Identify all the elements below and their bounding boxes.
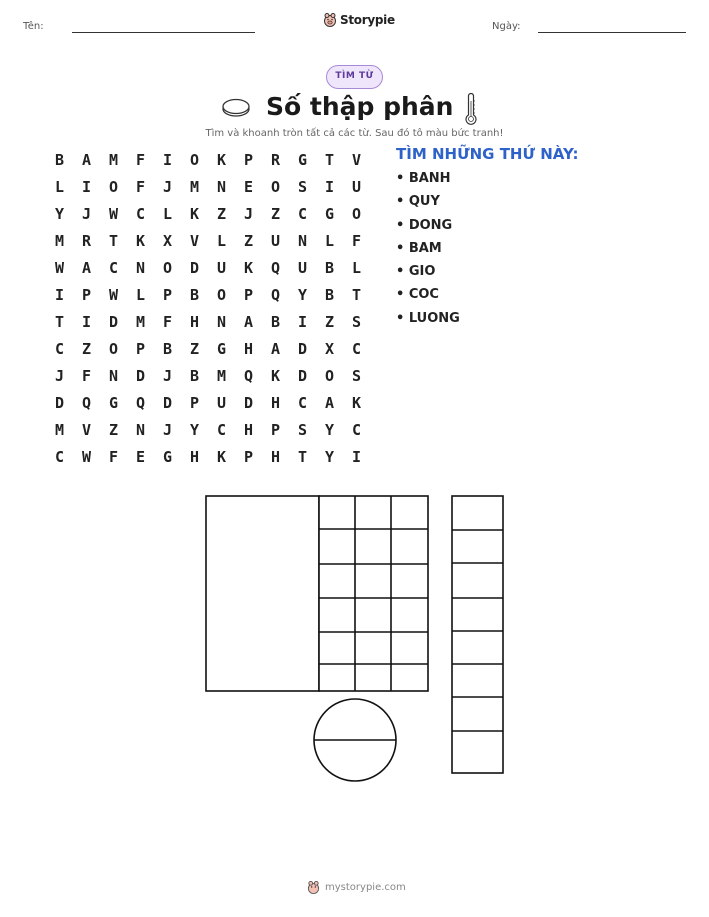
grid-letter[interactable]: D <box>189 258 200 277</box>
grid-letter[interactable]: I <box>162 150 173 169</box>
list-item: • LUONG <box>396 310 460 326</box>
grid-letter[interactable]: D <box>108 312 119 331</box>
grid-letter[interactable]: C <box>216 420 227 439</box>
grid-letter[interactable]: U <box>270 231 281 250</box>
grid-letter[interactable]: E <box>135 447 146 466</box>
grid-letter[interactable]: A <box>270 339 281 358</box>
grid-letter[interactable]: F <box>135 177 146 196</box>
grid-letter[interactable]: C <box>54 447 65 466</box>
grid-letter[interactable]: I <box>81 177 92 196</box>
grid-letter[interactable]: N <box>135 420 146 439</box>
grid-letter[interactable]: M <box>135 312 146 331</box>
grid-letter[interactable]: D <box>54 393 65 412</box>
grid-letter[interactable]: W <box>54 258 65 277</box>
grid-letter[interactable]: S <box>297 177 308 196</box>
grid-letter[interactable]: M <box>54 420 65 439</box>
grid-letter[interactable]: H <box>270 447 281 466</box>
grid-letter[interactable]: A <box>81 258 92 277</box>
instructions: Tìm và khoanh tròn tất cả các từ. Sau đó tô màu bức tranh! <box>205 128 504 139</box>
grid-letter[interactable]: H <box>270 393 281 412</box>
grid-letter[interactable]: H <box>189 312 200 331</box>
grid-letter[interactable]: O <box>108 339 119 358</box>
grid-letter[interactable]: P <box>243 285 254 304</box>
grid-letter[interactable]: B <box>270 312 281 331</box>
grid-letter[interactable]: B <box>189 366 200 385</box>
grid-letter[interactable]: F <box>81 366 92 385</box>
grid-letter[interactable]: Y <box>324 420 335 439</box>
grid-letter[interactable]: O <box>189 150 200 169</box>
grid-letter[interactable]: Y <box>189 420 200 439</box>
grid-letter[interactable]: Z <box>81 339 92 358</box>
grid-letter[interactable]: H <box>243 420 254 439</box>
grid-letter[interactable]: D <box>162 393 173 412</box>
grid-letter[interactable]: U <box>216 393 227 412</box>
grid-letter[interactable]: T <box>351 285 362 304</box>
grid-letter[interactable]: S <box>351 312 362 331</box>
grid-letter[interactable]: K <box>135 231 146 250</box>
grid-letter[interactable]: J <box>162 177 173 196</box>
grid-letter[interactable]: C <box>351 420 362 439</box>
grid-letter[interactable]: K <box>189 204 200 223</box>
grid-letter[interactable]: W <box>81 447 92 466</box>
grid-letter[interactable]: P <box>270 420 281 439</box>
grid-letter[interactable]: Z <box>270 204 281 223</box>
grid-letter[interactable]: F <box>162 312 173 331</box>
grid-letter[interactable]: N <box>297 231 308 250</box>
grid-letter[interactable]: Z <box>108 420 119 439</box>
grid-letter[interactable]: R <box>270 150 281 169</box>
grid-letter[interactable]: B <box>54 150 65 169</box>
grid-letter[interactable]: Q <box>81 393 92 412</box>
footer-url: mystorypie.com <box>325 882 406 893</box>
grid-letter[interactable]: J <box>162 420 173 439</box>
coloring-region[interactable] <box>206 496 319 691</box>
grid-letter[interactable]: K <box>216 150 227 169</box>
grid-letter[interactable]: Z <box>216 204 227 223</box>
grid-letter[interactable]: J <box>81 204 92 223</box>
grid-letter[interactable]: H <box>243 339 254 358</box>
activity-badge: TÌM TỪ <box>326 65 383 89</box>
grid-letter[interactable]: I <box>54 285 65 304</box>
grid-letter[interactable]: Y <box>54 204 65 223</box>
grid-letter[interactable]: E <box>243 177 254 196</box>
grid-letter[interactable]: Y <box>324 447 335 466</box>
grid-letter[interactable]: G <box>297 150 308 169</box>
grid-letter[interactable]: J <box>54 366 65 385</box>
page-title: Số thập phân <box>266 92 454 121</box>
grid-letter[interactable]: Q <box>270 258 281 277</box>
grid-letter[interactable]: V <box>351 150 362 169</box>
grid-letter[interactable]: D <box>297 366 308 385</box>
grid-letter[interactable]: D <box>135 366 146 385</box>
grid-letter[interactable]: W <box>108 285 119 304</box>
grid-letter[interactable]: X <box>162 231 173 250</box>
list-item: • GIO <box>396 264 436 280</box>
grid-letter[interactable]: F <box>135 150 146 169</box>
list-item: • BANH <box>396 171 451 186</box>
grid-letter[interactable]: O <box>108 177 119 196</box>
grid-letter[interactable]: B <box>324 258 335 277</box>
grid-letter[interactable]: P <box>243 447 254 466</box>
grid-letter[interactable]: T <box>297 447 308 466</box>
grid-letter[interactable]: Q <box>270 285 281 304</box>
grid-letter[interactable]: M <box>189 177 200 196</box>
grid-letter[interactable]: P <box>81 285 92 304</box>
grid-letter[interactable]: Z <box>189 339 200 358</box>
grid-letter[interactable]: Q <box>243 366 254 385</box>
grid-letter[interactable]: L <box>351 258 362 277</box>
list-item: • DONG <box>396 217 453 233</box>
grid-letter[interactable]: F <box>108 447 119 466</box>
grid-letter[interactable]: I <box>297 312 308 331</box>
grid-letter[interactable]: W <box>108 204 119 223</box>
grid-letter[interactable]: S <box>351 366 362 385</box>
footer <box>307 880 406 895</box>
grid-letter[interactable]: F <box>351 231 362 250</box>
grid-letter[interactable]: M <box>216 366 227 385</box>
grid-letter[interactable]: I <box>81 312 92 331</box>
coloring-region[interactable] <box>319 496 428 691</box>
grid-letter[interactable]: O <box>351 204 362 223</box>
grid-letter[interactable]: X <box>324 339 335 358</box>
grid-letter[interactable]: C <box>108 258 119 277</box>
grid-letter[interactable]: L <box>324 231 335 250</box>
word-list-heading: TÌM NHỮNG THỨ NÀY: <box>396 145 579 163</box>
grid-letter[interactable]: J <box>243 204 254 223</box>
grid-letter[interactable]: U <box>297 258 308 277</box>
date-label: Ngày: <box>492 21 521 32</box>
grid-letter[interactable]: Z <box>243 231 254 250</box>
grid-letter[interactable]: I <box>324 177 335 196</box>
grid-letter[interactable]: L <box>162 204 173 223</box>
grid-letter[interactable]: L <box>54 177 65 196</box>
grid-letter[interactable]: G <box>216 339 227 358</box>
grid-letter[interactable]: K <box>351 393 362 412</box>
grid-letter[interactable]: B <box>324 285 335 304</box>
grid-letter[interactable]: G <box>108 393 119 412</box>
grid-letter[interactable]: R <box>81 231 92 250</box>
grid-letter[interactable]: M <box>54 231 65 250</box>
grid-letter[interactable]: A <box>243 312 254 331</box>
grid-letter[interactable]: C <box>54 339 65 358</box>
grid-letter[interactable]: C <box>351 339 362 358</box>
grid-letter[interactable]: B <box>162 339 173 358</box>
pig-mascot-icon <box>307 880 320 895</box>
grid-letter[interactable]: G <box>162 447 173 466</box>
grid-letter[interactable]: P <box>162 285 173 304</box>
grid-letter[interactable]: C <box>297 204 308 223</box>
grid-letter[interactable]: A <box>324 393 335 412</box>
brand-name: Storypie <box>340 13 395 27</box>
grid-letter[interactable]: K <box>216 447 227 466</box>
grid-letter[interactable]: D <box>243 393 254 412</box>
list-item: • QUY <box>396 194 440 210</box>
grid-letter[interactable]: O <box>324 366 335 385</box>
grid-letter[interactable]: L <box>135 285 146 304</box>
grid-letter[interactable]: P <box>243 150 254 169</box>
grid-letter[interactable]: U <box>216 258 227 277</box>
grid-letter[interactable]: V <box>189 231 200 250</box>
grid-letter[interactable]: P <box>189 393 200 412</box>
grid-letter[interactable]: O <box>216 285 227 304</box>
grid-letter[interactable]: Y <box>297 285 308 304</box>
grid-letter[interactable]: N <box>216 312 227 331</box>
grid-letter[interactable]: A <box>81 150 92 169</box>
grid-letter[interactable]: K <box>243 258 254 277</box>
grid-letter[interactable]: N <box>216 177 227 196</box>
list-item: • BAM <box>396 240 442 256</box>
grid-letter[interactable]: H <box>189 447 200 466</box>
grid-letter[interactable]: Q <box>135 393 146 412</box>
grid-letter[interactable]: L <box>216 231 227 250</box>
grid-letter[interactable]: D <box>297 339 308 358</box>
grid-letter[interactable]: T <box>324 150 335 169</box>
grid-letter[interactable]: K <box>270 366 281 385</box>
grid-letter[interactable]: M <box>108 150 119 169</box>
grid-letter[interactable]: N <box>135 258 146 277</box>
grid-letter[interactable]: P <box>135 339 146 358</box>
grid-letter[interactable]: U <box>351 177 362 196</box>
grid-letter[interactable]: O <box>270 177 281 196</box>
grid-letter[interactable]: B <box>189 285 200 304</box>
grid-letter[interactable]: O <box>162 258 173 277</box>
grid-letter[interactable]: J <box>162 366 173 385</box>
grid-letter[interactable]: C <box>135 204 146 223</box>
grid-letter[interactable]: S <box>297 420 308 439</box>
list-item: • COC <box>396 287 439 303</box>
name-label: Tên: <box>23 21 44 32</box>
grid-letter[interactable]: I <box>351 447 362 466</box>
grid-letter[interactable]: C <box>297 393 308 412</box>
grid-letter[interactable]: Z <box>324 312 335 331</box>
grid-letter[interactable]: V <box>81 420 92 439</box>
grid-letter[interactable]: T <box>108 231 119 250</box>
grid-letter[interactable]: T <box>54 312 65 331</box>
grid-letter[interactable]: G <box>324 204 335 223</box>
grid-letter[interactable]: N <box>108 366 119 385</box>
